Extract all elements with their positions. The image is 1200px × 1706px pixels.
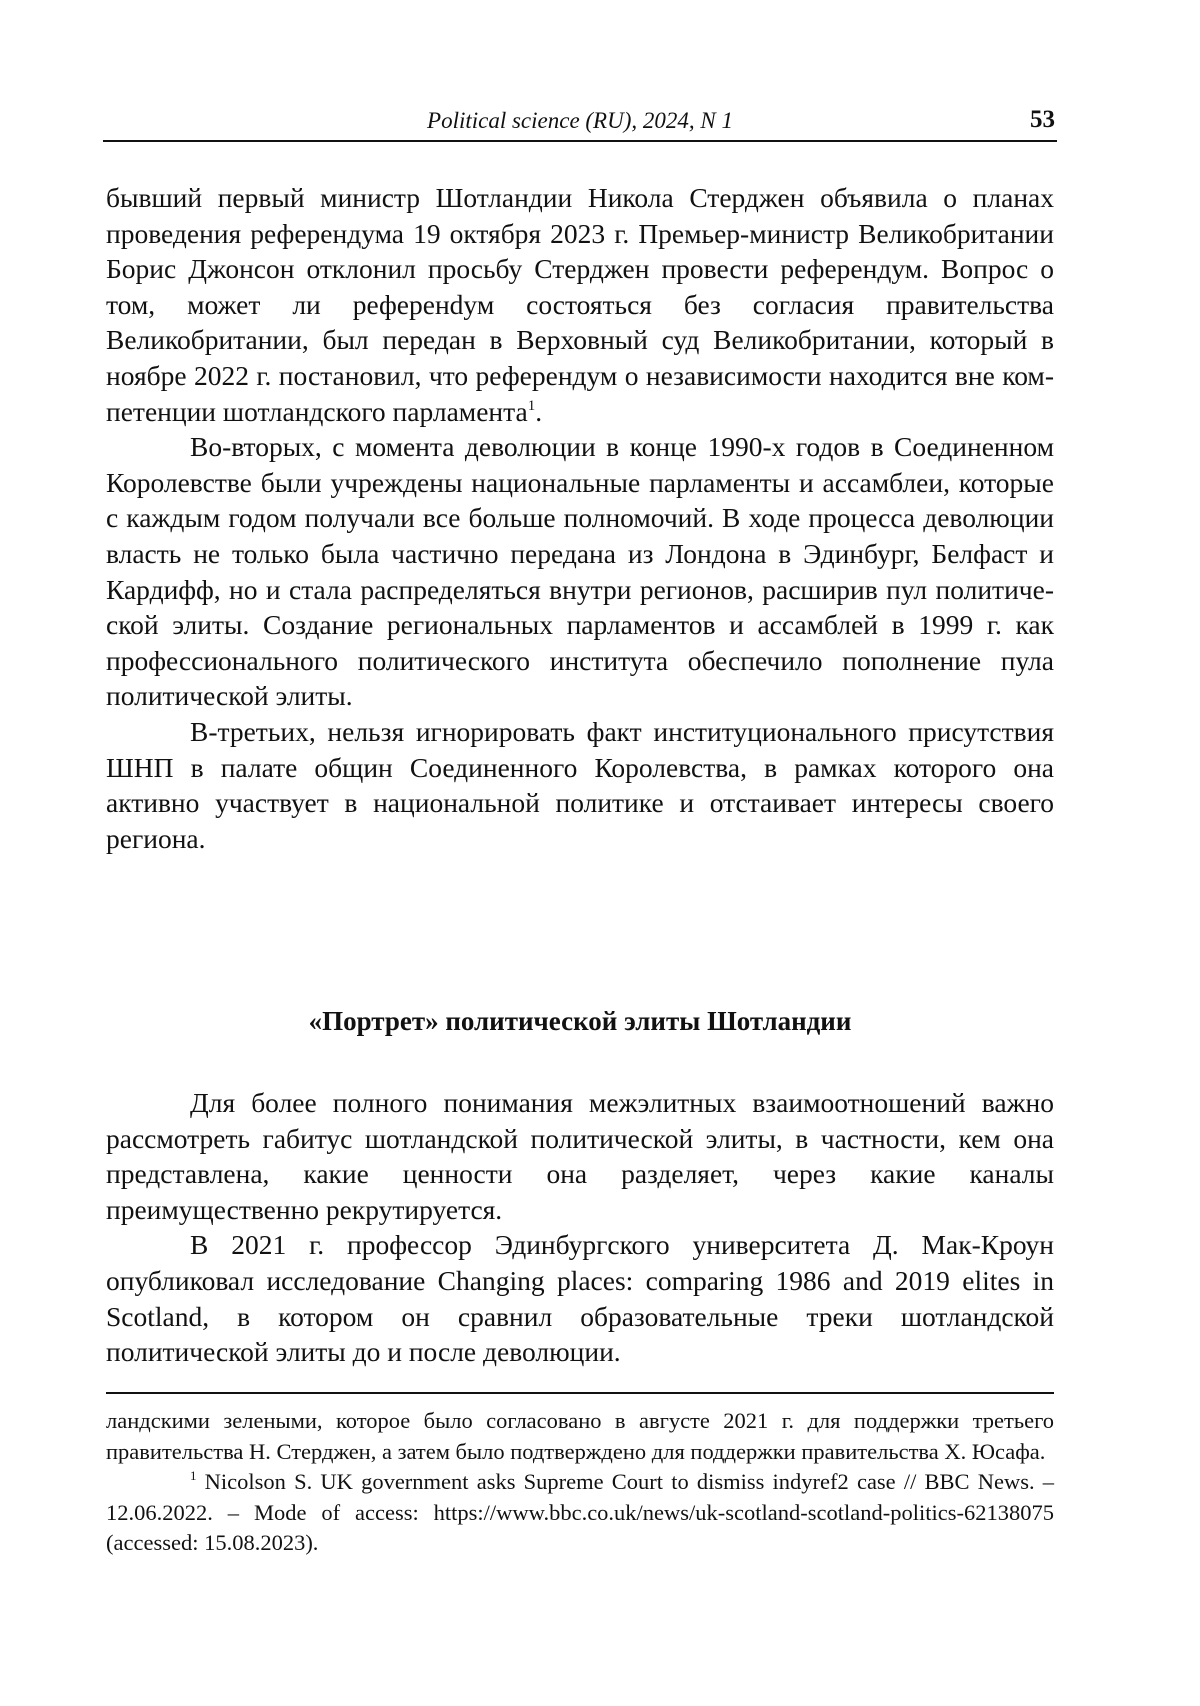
paragraph-3: В-третьих, нельзя игнорировать факт институционального присутствия ШНП в палате общин Соединенного Королевства, в рамках которого она активно участвует в национальной политике и отстаивает интересы своего региона.	[106, 715, 1054, 854]
footnote-ref-1: 1	[527, 397, 536, 414]
paragraph-1-end: .	[535, 395, 543, 427]
running-header	[103, 104, 1057, 142]
body-text	[106, 180, 1054, 856]
footnote-1-text: Nicolson S. UK government asks Supreme Court to dismiss indyref2 case // BBC News. – 12.06.2022. – Mode of access: https://www.bbc.co.uk/news/uk-scotland-scotland-politics-62138075 (accessed: 15.08.2023).	[106, 1469, 1054, 1555]
journal-title: Political science (RU), 2024, N 1	[427, 108, 733, 133]
section-heading: «Портрет» политической элиты Шотландии	[308, 1006, 852, 1036]
paragraph-1-text: бывший первый министр Шотландии Никола Стерджен объявила о планах проведения референдума 19 октября 2023 г. Премьер-министр Великобритании Борис Джонсон отклонил просьбу Стерджен провести референдум. Вопрос о том, может ли референdум состояться без согласия правительства Великобритании, был передан в Верховный суд Великобритании, который в ноябре 2022 г. постановил, что референдум о независимости находится вне компетенции шотландского парламента	[106, 182, 1054, 427]
section-paragraph-2: В 2021 г. профессор Эдинбургского университета Д. Мак-Кроун опубликовал исследование Changing places: comparing 1986 and 2019 elites in Scotland, в котором он сравнил образовательные треки шотландской политической элиты до и после деволюции.	[106, 1229, 1054, 1368]
page-number: 53	[1030, 106, 1055, 133]
footnotes	[106, 1406, 1054, 1559]
paragraph-2: Во-вторых, с момента деволюции в конце 1990-х годов в Соединенном Королевстве были учреждены национальные парламенты и ассамблеи, которые с каждым годом получали все больше полномочий. В ходе процесса деволюции власть не только была частично передана из Лондона в Эдинбург, Белфаст и Кардифф, но и стала распределяться внутри регионов, расширив пул политической элиты. Создание региональных парламентов и ассамблей в 1999 г. как профессионального политического института обеспечило пополнение пула политической элиты.	[106, 431, 1054, 712]
section-body-text	[106, 1085, 1054, 1370]
footnote-continued: ландскими зелеными, которое было согласовано в августе 2021 г. для поддержки третьего правительства Н. Стерджен, а затем было подтверждено для поддержки правительства Х. Юсафа.	[106, 1408, 1054, 1464]
footnote-1	[106, 1467, 1054, 1559]
paragraph-1	[106, 180, 1054, 429]
footnote-separator	[106, 1392, 1054, 1394]
footnote-1-marker: 1	[190, 1468, 197, 1483]
section-paragraph-1: Для более полного понимания межэлитных взаимоотношений важно рассмотреть габитус шотландской политической элиты, в частности, кем она представлена, какие ценности она разделяет, через какие каналы преимущественно рекрутируется.	[106, 1087, 1054, 1225]
